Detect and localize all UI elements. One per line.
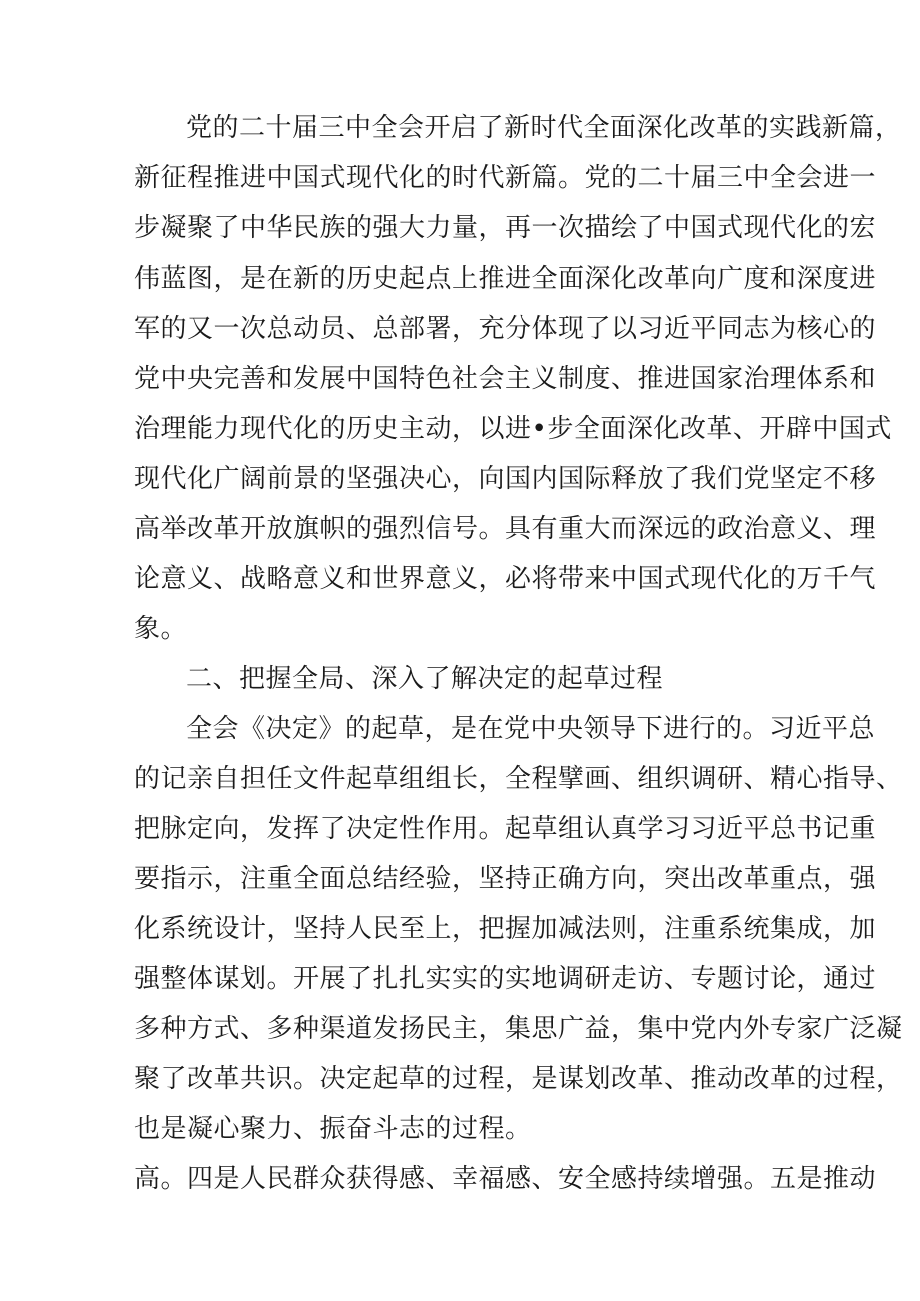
paragraph-line: 化系统设计，坚持人民至上，把握加减法则，注重系统集成，加 (134, 914, 877, 944)
paragraph-line: 全会《决定》的起草，是在党中央领导下进行的。习近平总 (186, 714, 876, 744)
paragraph-line: 论意义、战略意义和世界意义，必将带来中国式现代化的万千气 (134, 564, 877, 594)
paragraph-line: 党的二十届三中全会开启了新时代全面深化改革的实践新篇， (186, 113, 902, 143)
paragraph-line: 高举改革开放旗帜的强烈信号。具有重大而深远的政治意义、理 (134, 514, 877, 544)
paragraph-line: 也是凝心聚力、振奋斗志的过程。 (134, 1114, 532, 1144)
paragraph-line: 现代化广阔前景的坚强决心，向国内国际释放了我们党坚定不移 (134, 464, 877, 494)
paragraph-line: 象。 (134, 614, 188, 644)
fragment-line: 高。四是人民群众获得感、幸福感、安全感持续增强。五是推动 (134, 1164, 877, 1194)
paragraph-line: 聚了改革共识。决定起草的过程，是谋划改革、推动改革的过程， (134, 1064, 903, 1094)
paragraph-line: 步凝聚了中华民族的强大力量，再一次描绘了中国式现代化的宏 (134, 213, 877, 243)
paragraph-line: 强整体谋划。开展了扎扎实实的实地调研走访、专题讨论，通过 (134, 964, 877, 994)
paragraph-line: 要指示，注重全面总结经验，坚持正确方向，突出改革重点，强 (134, 864, 877, 894)
paragraph-line: 军的又一次总动员、总部署，充分体现了以习近平同志为核心的 (134, 314, 877, 344)
paragraph-line: 党中央完善和发展中国特色社会主义制度、推进国家治理体系和 (134, 364, 877, 394)
paragraph-line: 伟蓝图，是在新的历史起点上推进全面深化改革向广度和深度进 (134, 264, 877, 294)
paragraph-line: 多种方式、多种渠道发扬民主，集思广益，集中党内外专家广泛凝 (134, 1014, 903, 1044)
paragraph-line: 的记亲自担任文件起草组组长，全程擘画、组织调研、精心指导、 (134, 764, 903, 794)
section-heading: 二、把握全局、深入了解决定的起草过程 (186, 664, 664, 694)
paragraph-line: 把脉定向，发挥了决定性作用。起草组认真学习习近平总书记重 (134, 814, 877, 844)
paragraph-line: 新征程推进中国式现代化的时代新篇。党的二十届三中全会进一 (134, 163, 877, 193)
paragraph-line: 治理能力现代化的历史主动，以进•步全面深化改革、开辟中国式 (134, 414, 892, 444)
